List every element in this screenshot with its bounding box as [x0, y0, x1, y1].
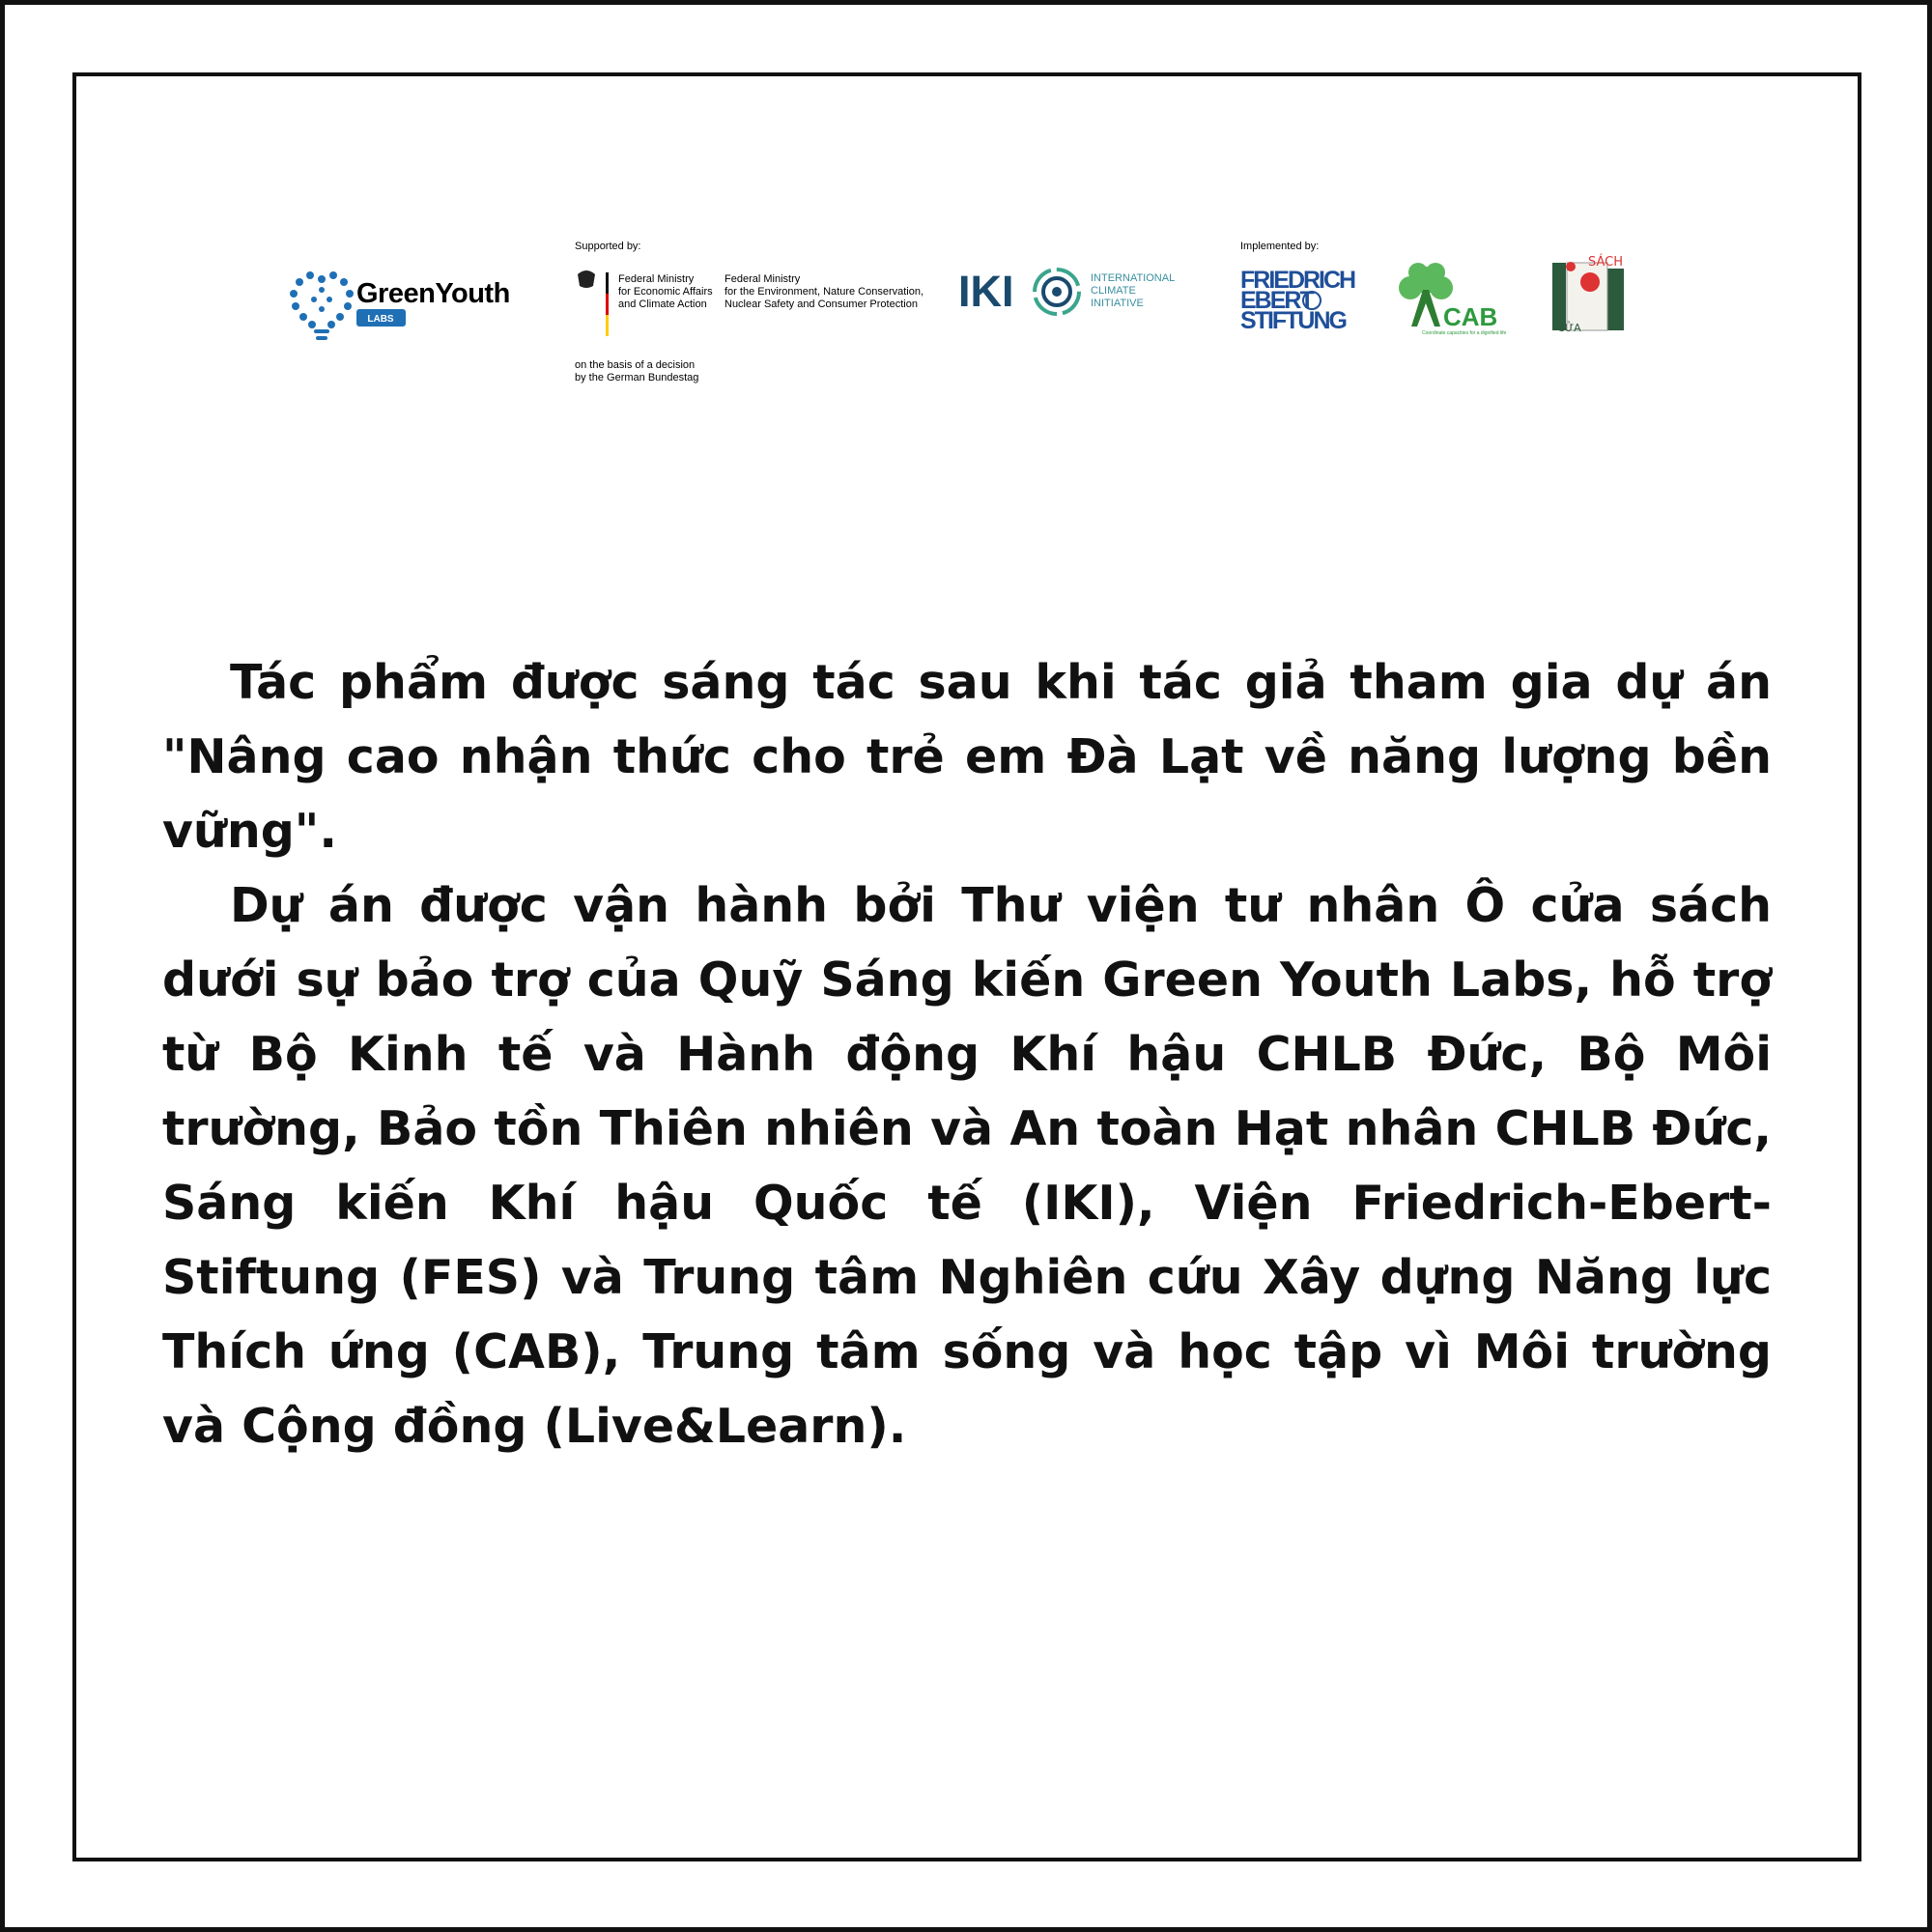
supported-by-label: Supported by:: [575, 241, 641, 252]
green-youth-wordmark: GreenYouth: [356, 278, 510, 309]
flag-stripe-red: [606, 294, 609, 315]
iki-full-name: INTERNATIONAL CLIMATE INITIATIVE: [1091, 272, 1175, 309]
iki-acronym: IKI: [958, 267, 1014, 316]
sun-icon: [1580, 272, 1600, 292]
ministry-economic-text: Federal Ministry for Economic Affairs and Climate Action: [618, 273, 713, 310]
cab-tagline: Coordinate capacities for a dignified life: [1422, 330, 1507, 336]
labs-badge-text: LABS: [367, 314, 394, 325]
cua-label: CỬA: [1557, 322, 1581, 334]
iki-logo: [958, 267, 1178, 316]
sach-label: SÁCH: [1588, 255, 1624, 270]
o-cua-sach-logo: [1552, 254, 1624, 334]
green-youth-labs-logo: [290, 271, 510, 340]
ministry-environment-text: Federal Ministry for the Environment, Nature Conservation, Nuclear Safety and Consumer Protection: [724, 273, 924, 310]
door-left-icon: [1552, 263, 1566, 330]
paragraph-intro: Tác phẩm được sáng tác sau khi tác giả tham gia dự án "Nâng cao nhận thức cho trẻ em Đà Lạt về năng lượng bền vững".: [162, 655, 1772, 859]
flag-stripe-gold: [606, 315, 609, 336]
fes-wordmark: FRIEDRICH EBERT STIFTUNG: [1240, 267, 1355, 334]
door-right-icon: [1607, 269, 1624, 330]
paragraph-project: Dự án được vận hành bởi Thư viện tư nhân Ô cửa sách dưới sự bảo trợ của Quỹ Sáng kiến Green Youth Labs, hỗ trợ từ Bộ Kinh tế và Hành động Khí hậu CHLB Đức, Bộ Môi trường, Bảo tồn Thiên nhiên và An toàn Hạt nhân CHLB Đức, Sáng kiến Khí hậu Quốc tế (IKI), Viện Friedrich-Ebert- Stiftung (FES) và Trung tâm Nghiên cứu Xây dựng Năng lực Thích ứng (CAB), Trung tâm sống và học tập vì Môi trường và Cộng đồng (Live&Learn).: [162, 878, 1772, 1454]
dot-icon: [1566, 262, 1576, 271]
cab-logo: [1399, 263, 1506, 336]
implemented-by-label: Implemented by:: [1240, 241, 1320, 252]
iki-target-icon: [1035, 270, 1079, 314]
lightbulb-icon: [290, 271, 354, 340]
flag-stripe-black: [606, 272, 609, 294]
sponsor-logo-strip: [0, 0, 1932, 406]
fes-logo: [1240, 241, 1359, 334]
bundestag-decision-text: on the basis of a decision by the German Bundestag: [575, 359, 699, 384]
project-description: [162, 645, 1772, 1463]
german-ministries-logo: [575, 241, 926, 384]
eagle-icon: [578, 270, 595, 288]
cab-wordmark: CAB: [1443, 302, 1498, 331]
